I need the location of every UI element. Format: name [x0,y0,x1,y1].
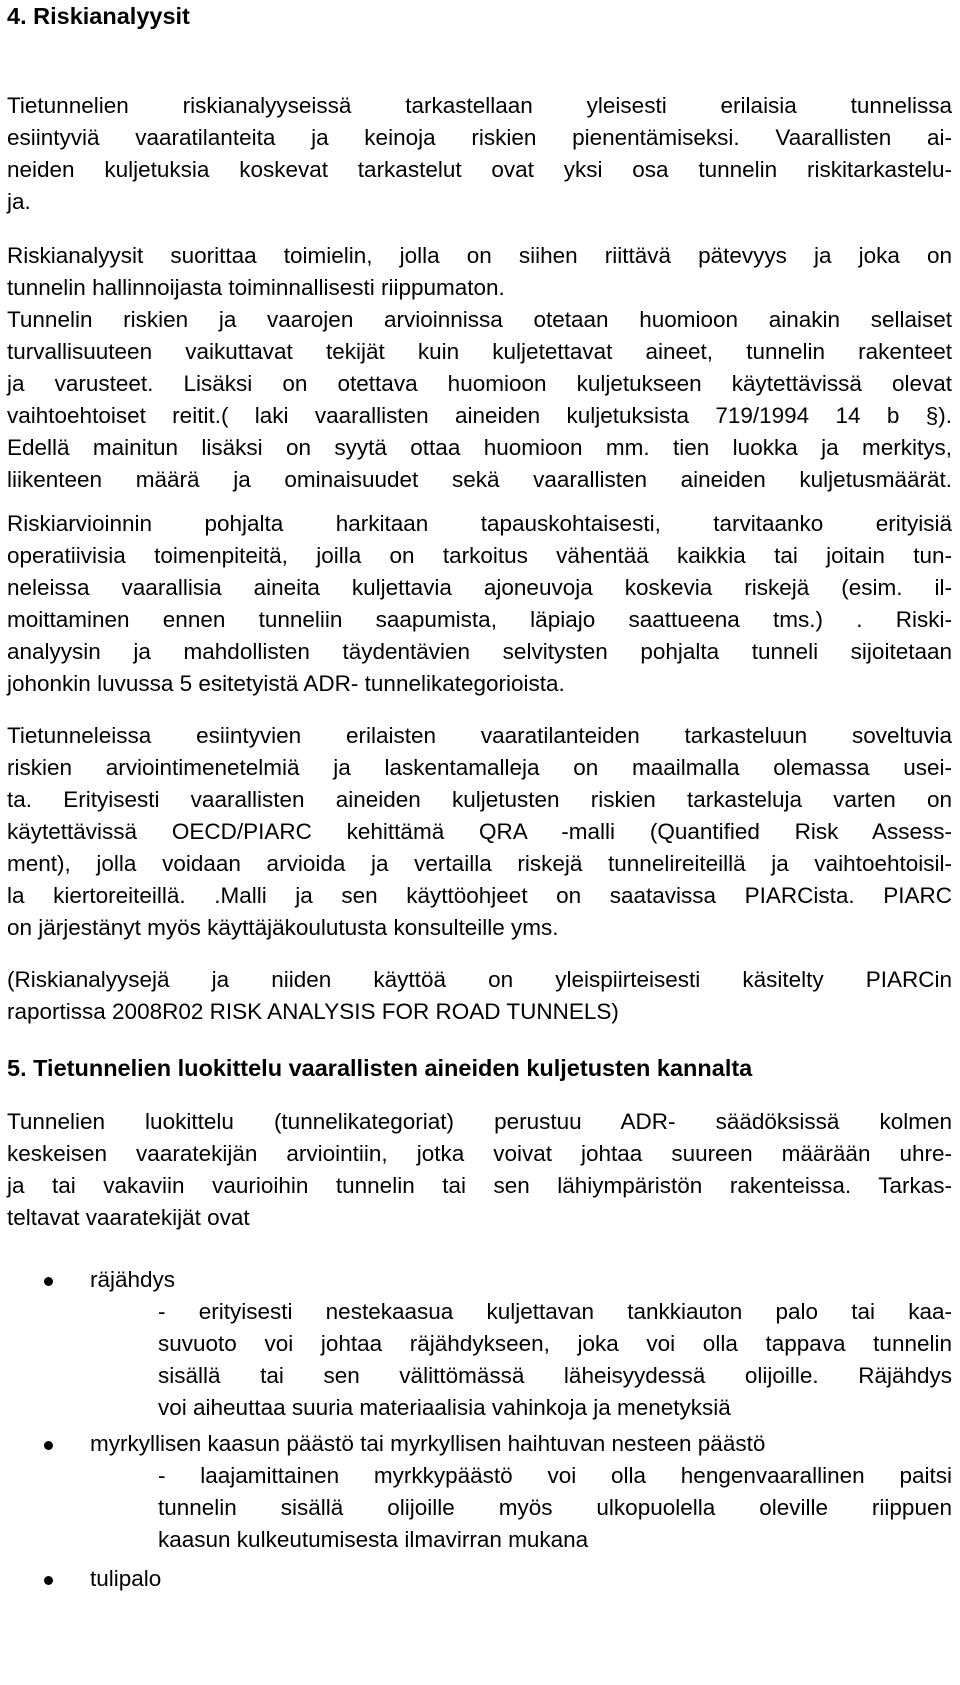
bullet-label: myrkyllisen kaasun päästö tai myrkyllisen haihtuvan nesteen päästö [90,1431,766,1456]
text-line: Tunnelin riskien ja vaarojen arvioinnissa otetaan huomioon ainakin sellaiset [7,307,952,332]
text-line: vaihtoehtoiset reitit.( laki vaarallisten aineiden kuljetuksista 719/1994 14 b §). [7,403,952,428]
text-line: on järjestänyt myös käyttäjäkoulutusta konsulteille yms. [7,915,559,940]
text-line: turvallisuuteen vaikuttavat tekijät kuin kuljetettavat aineet, tunnelin rakenteet [7,339,952,364]
section-4-heading: 4. Riskianalyysit [7,3,190,29]
text-line: (Riskianalyysejä ja niiden käyttöä on yleispiirteisesti käsitelty PIARCin [7,967,952,992]
text-line: Tietunneleissa esiintyvien erilaisten vaaratilanteiden tarkasteluun soveltuvia [7,723,952,748]
text-line: Riskiarvioinnin pohjalta harkitaan tapauskohtaisesti, tarvitaanko erityisiä [7,511,952,536]
text-line: operatiivisia toimenpiteitä, joilla on tarkoitus vähentää kaikkia tai joitain tun- [7,543,952,568]
text-line: riskien arviointimenetelmiä ja laskentamalleja on maailmalla olemassa usei- [7,755,952,780]
text-line: Riskianalyysit suorittaa toimielin, jolla on siihen riittävä pätevyys ja joka on [7,243,952,268]
text-line: keskeisen vaaratekijän arviointiin, jotka voivat johtaa suureen määrään uhre- [7,1141,952,1166]
bullet-icon [44,1441,53,1450]
bullet-description-line: - erityisesti nestekaasua kuljettavan tankkiauton palo tai kaa- [158,1299,952,1324]
bullet-icon [44,1576,53,1585]
bullet-description-line: tunnelin sisällä olijoille myös ulkopuolella oleville riippuen [158,1495,952,1520]
bullet-label: tulipalo [90,1566,162,1591]
bullet-description-line: sisällä tai sen välittömässä läheisyydessä olijoille. Räjähdys [158,1363,952,1388]
text-line: Edellä mainitun lisäksi on syytä ottaa huomioon mm. tien luokka ja merkitys, [7,435,952,460]
text-line: ment), jolla voidaan arvioida ja vertailla riskejä tunnelireiteillä ja vaihtoehtoisil- [7,851,952,876]
bullet-description-line: voi aiheuttaa suuria materiaalisia vahinkoja ja menetyksiä [158,1395,731,1420]
text-line: la kiertoreiteillä. .Malli ja sen käyttöohjeet on saatavissa PIARCista. PIARC [7,883,952,908]
bullet-icon [44,1277,53,1286]
text-line: johonkin luvussa 5 esitetyistä ADR- tunnelikategorioista. [7,671,565,696]
text-line: neiden kuljetuksia koskevat tarkastelut ovat yksi osa tunnelin riskitarkastelu- [7,157,952,182]
text-line: teltavat vaaratekijät ovat [7,1205,250,1230]
text-line: liikenteen määrä ja ominaisuudet sekä vaarallisten aineiden kuljetusmäärät. [7,467,952,492]
bullet-description-line: kaasun kulkeutumisesta ilmavirran mukana [158,1527,589,1552]
text-line: esiintyviä vaaratilanteita ja keinoja riskien pienentämiseksi. Vaarallisten ai- [7,125,952,150]
section-5-heading: 5. Tietunnelien luokittelu vaarallisten aineiden kuljetusten kannalta [7,1055,753,1081]
bullet-description-line: - laajamittainen myrkkypäästö voi olla hengenvaarallinen paitsi [158,1463,952,1488]
text-line: ta. Erityisesti vaarallisten aineiden kuljetusten riskien tarkasteluja varten on [7,787,952,812]
text-line: neleissa vaarallisia aineita kuljettavia ajoneuvoja koskevia riskejä (esim. il- [7,575,952,600]
text-line: analyysin ja mahdollisten täydentävien selvitysten pohjalta tunneli sijoitetaan [7,639,952,664]
bullet-description-line: suvuoto voi johtaa räjähdykseen, joka voi olla tappava tunnelin [158,1331,952,1356]
text-line: Tietunnelien riskianalyyseissä tarkastellaan yleisesti erilaisia tunnelissa [7,93,952,118]
text-line: ja varusteet. Lisäksi on otettava huomioon kuljetukseen käytettävissä olevat [7,371,952,396]
text-line: raportissa 2008R02 RISK ANALYSIS FOR ROAD TUNNELS) [7,999,619,1024]
bullet-label: räjähdys [90,1267,176,1292]
text-line: tunnelin hallinnoijasta toiminnallisesti riippumaton. [7,275,505,300]
text-line: Tunnelien luokittelu (tunnelikategoriat) perustuu ADR- säädöksissä kolmen [7,1109,952,1134]
text-line: ja tai vakaviin vaurioihin tunnelin tai sen lähiympäristön rakenteissa. Tarkas- [7,1173,952,1198]
text-line: moittaminen ennen tunneliin saapumista, läpiajo saattueena tms.) . Riski- [7,607,952,632]
text-line: ja. [7,189,31,214]
text-line: käytettävissä OECD/PIARC kehittämä QRA -malli (Quantified Risk Assess- [7,819,952,844]
